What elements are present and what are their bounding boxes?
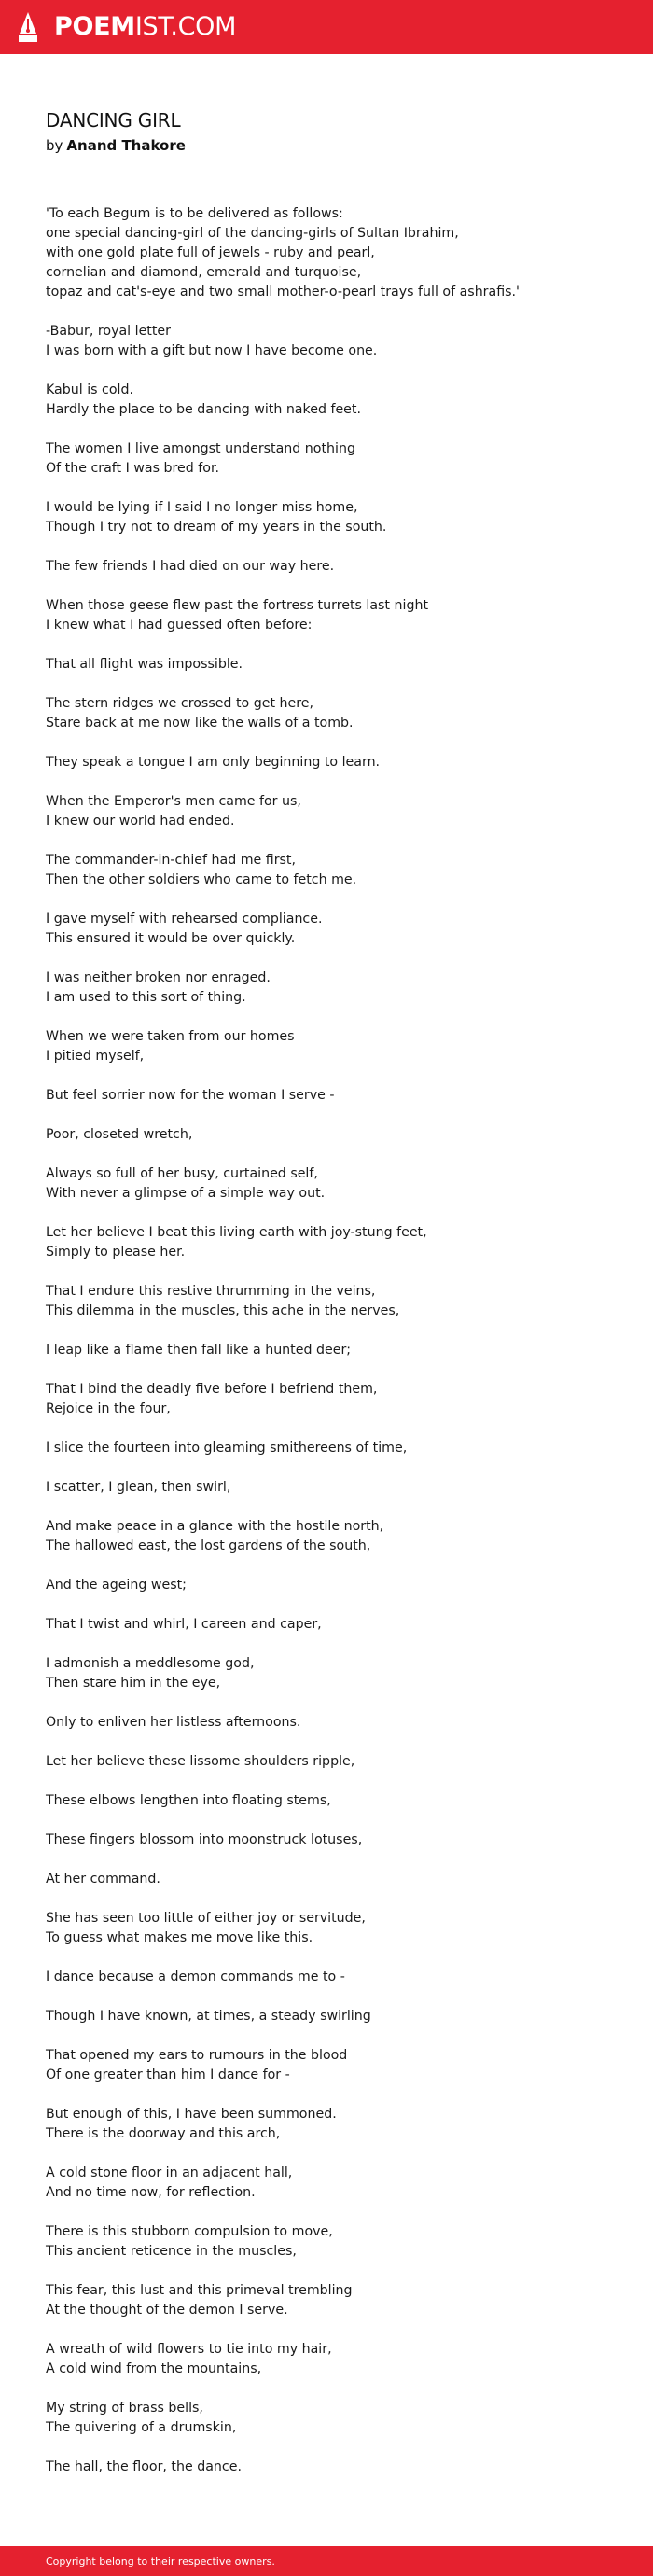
poem-line: But feel sorrier now for the woman I serve -: [46, 1088, 335, 1103]
poem-line: -Babur, royal letter: [46, 324, 171, 339]
poem-stanza: [46, 753, 624, 773]
poem-line: At her command.: [46, 1872, 160, 1887]
poem-line: Then the other soldiers who came to fetch me.: [46, 872, 357, 887]
poem-stanza: [46, 694, 624, 733]
poem-line: With never a glimpse of a simple way out.: [46, 1186, 326, 1201]
site-footer: [0, 2546, 653, 2576]
poem-stanza: [46, 2007, 624, 2026]
poem-line: That I bind the deadly five before I befriend them,: [46, 1382, 378, 1397]
poem-stanza: [46, 1517, 624, 1556]
poem-stanza: [46, 1870, 624, 1889]
poem-stanza: [46, 910, 624, 949]
poem-stanza: [46, 1125, 624, 1145]
poem-stanza: [46, 1909, 624, 1948]
poem-line: There is this stubborn compulsion to move,: [46, 2224, 333, 2239]
poem-stanza: [46, 1027, 624, 1066]
poem-line: This ancient reticence in the muscles,: [46, 2244, 297, 2259]
byline: [46, 136, 186, 155]
by-label: by: [46, 137, 63, 154]
author-link[interactable]: Anand Thakore: [66, 137, 186, 154]
poem-line: Let her believe these lissome shoulders ripple,: [46, 1754, 355, 1769]
poem-line: That I twist and whirl, I careen and caper,: [46, 1617, 322, 1632]
poem-line: Of one greater than him I dance for -: [46, 2068, 290, 2082]
poem-line: But enough of this, I have been summoned.: [46, 2107, 337, 2122]
poem-line: I was neither broken nor enraged.: [46, 970, 271, 985]
poem-line: The women I live amongst understand nothing: [46, 441, 355, 456]
poem-line: cornelian and diamond, emerald and turquoise,: [46, 265, 362, 280]
poem-line: A cold wind from the mountains,: [46, 2361, 262, 2376]
poem-stanza: [46, 498, 624, 537]
poem-line: A wreath of wild flowers to tie into my hair,: [46, 2342, 332, 2357]
poem-line: To guess what makes me move like this.: [46, 1930, 313, 1945]
poem-stanza: [46, 1713, 624, 1733]
poem-line: She has seen too little of either joy or servitude,: [46, 1911, 366, 1926]
poem-line: I gave myself with rehearsed compliance.: [46, 912, 323, 926]
poem-line: one special dancing-girl of the dancing-girls of Sultan Ibrahim,: [46, 226, 459, 241]
pen-nib-icon[interactable]: [17, 11, 39, 43]
poem-stanza: [46, 322, 624, 361]
poem-stanza: [46, 596, 624, 635]
poem-line: Let her believe I beat this living earth with joy-stung feet,: [46, 1225, 427, 1240]
poem-line: Of the craft I was bred for.: [46, 461, 219, 476]
poem-stanza: [46, 851, 624, 890]
poem-line: The stern ridges we crossed to get here,: [46, 696, 313, 711]
poem-line: Though I have known, at times, a steady swirling: [46, 2009, 371, 2024]
poem-line: Though I try not to dream of my years in the south.: [46, 520, 387, 535]
poem-stanza: [46, 1380, 624, 1419]
poem-stanza: [46, 2046, 624, 2085]
poem-line: The commander-in-chief had me first,: [46, 853, 296, 868]
poem-line: That opened my ears to rumours in the blood: [46, 2048, 348, 2063]
poem-line: And no time now, for reflection.: [46, 2185, 256, 2200]
poem-title: DANCING GIRL: [46, 109, 181, 132]
poem-stanza: [46, 439, 624, 479]
poem-line: Rejoice in the four,: [46, 1401, 171, 1416]
poem-stanza: [46, 792, 624, 831]
poem-line: I admonish a meddlesome god,: [46, 1656, 255, 1671]
poem-line: topaz and cat's-eye and two small mother-o-pearl trays full of ashrafis.': [46, 285, 520, 299]
poem-line: I knew what I had guessed often before:: [46, 618, 313, 633]
poem-line: Stare back at me now like the walls of a tomb.: [46, 716, 354, 731]
poem-line: And the ageing west;: [46, 1578, 187, 1593]
poem-stanza: [46, 1439, 624, 1458]
poem-line: This ensured it would be over quickly.: [46, 931, 296, 946]
poem-line: I dance because a demon commands me to -: [46, 1970, 345, 1984]
copyright-text: Copyright belong to their respective owners.: [46, 2555, 275, 2568]
poem-stanza: [46, 1831, 624, 1850]
poem-line: My string of brass bells,: [46, 2401, 203, 2416]
site-logo-link[interactable]: [54, 12, 236, 42]
poem-stanza: [46, 1223, 624, 1262]
poem-line: Simply to please her.: [46, 1245, 186, 1260]
poem-line: I knew our world had ended.: [46, 814, 235, 828]
poem-stanza: [46, 1282, 624, 1321]
poem-line: These fingers blossom into moonstruck lotuses,: [46, 1832, 363, 1847]
poem-line: Only to enliven her listless afternoons.: [46, 1715, 301, 1730]
poem-stanza: [46, 2458, 624, 2477]
poem-line: I scatter, I glean, then swirl,: [46, 1480, 231, 1495]
poem-stanza: [46, 1086, 624, 1106]
poem-stanza: [46, 1576, 624, 1595]
poem-stanza: [46, 1791, 624, 1811]
poem-line: Then stare him in the eye,: [46, 1676, 221, 1691]
poem-stanza: [46, 655, 624, 675]
poem-line: The hallowed east, the lost gardens of the south,: [46, 1539, 371, 1553]
poem-line: When the Emperor's men came for us,: [46, 794, 301, 809]
poem-line: And make peace in a glance with the hostile north,: [46, 1519, 384, 1534]
poem-line: The hall, the floor, the dance.: [46, 2459, 242, 2474]
poem-line: When those geese flew past the fortress turrets last night: [46, 598, 429, 613]
poem-line: That all flight was impossible.: [46, 657, 243, 672]
poem-line: Poor, closeted wretch,: [46, 1127, 193, 1142]
poem-line: At the thought of the demon I serve.: [46, 2303, 288, 2318]
poem-stanza: [46, 1164, 624, 1204]
poem-line: When we were taken from our homes: [46, 1029, 295, 1044]
poem-stanza: [46, 2222, 624, 2262]
poem-stanza: [46, 381, 624, 420]
poem-stanza: [46, 2281, 624, 2320]
poem-line: I am used to this sort of thing.: [46, 990, 246, 1005]
poem-stanza: [46, 2340, 624, 2379]
poem-line: The few friends I had died on our way here.: [46, 559, 335, 574]
poem-line: That I endure this restive thrumming in the veins,: [46, 1284, 376, 1299]
poem-stanza: [46, 204, 624, 302]
brand-rest: IST.COM: [134, 12, 237, 41]
poem-line: They speak a tongue I am only beginning to learn.: [46, 755, 381, 770]
poem-stanza: [46, 1341, 624, 1360]
poem-stanza: [46, 2105, 624, 2144]
poem-line: The quivering of a drumskin,: [46, 2420, 237, 2435]
poem-line: Hardly the place to be dancing with naked feet.: [46, 402, 361, 417]
poem-line: These elbows lengthen into floating stems,: [46, 1793, 331, 1808]
poem-stanza: [46, 557, 624, 577]
site-header: [0, 0, 653, 54]
poem-line: This dilemma in the muscles, this ache in the nerves,: [46, 1303, 400, 1318]
poem-line: I pitied myself,: [46, 1049, 145, 1064]
poem-body: [46, 204, 624, 2497]
poem-line: This fear, this lust and this primeval trembling: [46, 2283, 353, 2298]
poem-stanza: [46, 2164, 624, 2203]
poem-stanza: [46, 1478, 624, 1497]
poem-line: Always so full of her busy, curtained self,: [46, 1166, 318, 1181]
poem-line: with one gold plate full of jewels - ruby and pearl,: [46, 245, 375, 260]
poem-line: I was born with a gift but now I have become one.: [46, 343, 378, 358]
poem-line: 'To each Begum is to be delivered as follows:: [46, 206, 343, 221]
poem-stanza: [46, 968, 624, 1008]
poem-stanza: [46, 1654, 624, 1693]
poem-line: I leap like a flame then fall like a hunted deer;: [46, 1343, 352, 1358]
poem-stanza: [46, 1968, 624, 1987]
poem-stanza: [46, 2399, 624, 2438]
poem-line: A cold stone floor in an adjacent hall,: [46, 2165, 293, 2180]
poem-stanza: [46, 1752, 624, 1772]
brand-bold: POEM: [54, 12, 135, 41]
poem-line: Kabul is cold.: [46, 383, 133, 397]
poem-line: There is the doorway and this arch,: [46, 2126, 281, 2141]
poem-line: I would be lying if I said I no longer miss home,: [46, 500, 358, 515]
poem-stanza: [46, 1615, 624, 1635]
poem-line: I slice the fourteen into gleaming smithereens of time,: [46, 1441, 408, 1455]
